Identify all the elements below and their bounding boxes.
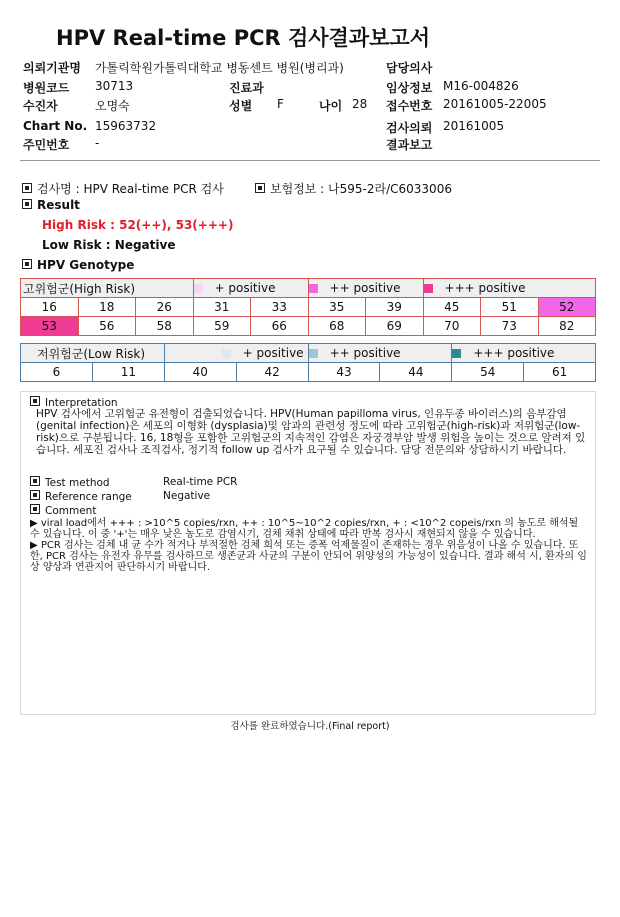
genotype-cell-35: 35 bbox=[308, 298, 366, 317]
hospital-code-value: 30713 bbox=[95, 79, 134, 93]
genotype-cell-69: 69 bbox=[366, 317, 424, 336]
reference-range-label bbox=[30, 490, 132, 503]
low-legend-triple-swatch bbox=[452, 349, 461, 358]
high-risk-label: 고위험군(High Risk) bbox=[21, 279, 194, 298]
comment-viral-load: ▶ viral load에서 +++ : >10^5 copies/rxn, ++ : 10^5~10^2 copies/rxn, + : <10^2 copeis/rxn 의 농도로 해석될 수 있습니다. 이 중 '+'는 매우 낮은 농도로 감염시기, 검체 채취 상태에 따라 반복 검사시 재현되지 않을 수 있습니다. bbox=[30, 518, 579, 540]
reference-range-label-text: Reference range bbox=[45, 491, 132, 503]
legend-plusplus-text: ++ positive bbox=[329, 281, 401, 295]
hospital-code-label: 병원코드 bbox=[23, 81, 70, 95]
genotype-cell-6: 6 bbox=[21, 363, 93, 382]
low-legend-plusplus-swatch bbox=[309, 349, 318, 358]
genotype-cell-16: 16 bbox=[21, 298, 79, 317]
request-label: 검사의뢰 bbox=[386, 121, 433, 135]
dept-label: 진료과 bbox=[229, 81, 264, 95]
legend-triple bbox=[423, 279, 596, 298]
low-legend-positive-swatch bbox=[222, 349, 231, 358]
interpretation-text: HPV 검사에서 고위험군 유전형이 검출되었습니다. HPV(Human papilloma virus, 인유두종 바이러스)의 음부감염(genital infection)은 세포의 이형화 (dysplasia)및 암과의 관련성 정도에 따라 고위험군(high-risk)과 저위험군(low-risk)으로 구분됩니다. 16, 18형을 포함한 고위험군의 지속적인 감염은 자궁경부암 발생 위험을 높이는 것으로 알려져 있습니다. 세포진 검사나 조직검사, 정기적 follow up 검사가 요구될 수 있습니다. 담당 전문의와 상담하시기 바랍니다. bbox=[36, 408, 586, 456]
sex-label: 성별 bbox=[229, 99, 253, 113]
genotype-cell-43: 43 bbox=[308, 363, 380, 382]
genotype-cell-56: 56 bbox=[78, 317, 136, 336]
high-risk-row-2 bbox=[21, 317, 596, 336]
square-bullet-icon bbox=[22, 199, 32, 209]
genotype-cell-33: 33 bbox=[251, 298, 309, 317]
square-bullet-icon bbox=[30, 476, 40, 486]
low-legend-positive-text: + positive bbox=[242, 346, 304, 360]
legend-triple-swatch bbox=[424, 284, 433, 293]
legend-positive-swatch bbox=[194, 284, 203, 293]
request-value: 20161005 bbox=[443, 119, 505, 133]
clinical-label: 임상정보 bbox=[386, 81, 433, 95]
low-legend-triple-text: +++ positive bbox=[473, 346, 555, 360]
report-label: 결과보고 bbox=[386, 138, 433, 152]
legend-plusplus-swatch bbox=[309, 284, 318, 293]
genotype-cell-53: 53 bbox=[21, 317, 79, 336]
report-title: HPV Real-time PCR 검사결과보고서 bbox=[56, 26, 430, 50]
result-heading bbox=[22, 198, 80, 212]
square-bullet-icon bbox=[22, 183, 32, 193]
genotype-cell-18: 18 bbox=[78, 298, 136, 317]
comment-label-text: Comment bbox=[45, 505, 97, 517]
low-legend-positive bbox=[164, 344, 308, 363]
genotype-cell-58: 58 bbox=[136, 317, 194, 336]
genotype-cell-31: 31 bbox=[193, 298, 251, 317]
exam-name-text: 검사명 : HPV Real-time PCR 검사 bbox=[37, 182, 224, 196]
test-method-label bbox=[30, 476, 110, 489]
low-risk-genotype-table bbox=[20, 343, 596, 382]
legend-plusplus bbox=[308, 279, 423, 298]
insurance-info bbox=[255, 180, 452, 197]
genotype-cell-11: 11 bbox=[92, 363, 164, 382]
genotype-cell-51: 51 bbox=[481, 298, 539, 317]
institution-label: 의뢰기관명 bbox=[23, 61, 81, 75]
receipt-value: 20161005-22005 bbox=[443, 97, 547, 111]
doctor-label: 담당의사 bbox=[386, 61, 433, 75]
square-bullet-icon bbox=[255, 183, 265, 193]
genotype-cell-70: 70 bbox=[423, 317, 481, 336]
sex-value: F bbox=[277, 97, 284, 111]
genotype-heading bbox=[22, 258, 134, 272]
low-risk-row bbox=[21, 363, 596, 382]
exam-name bbox=[22, 180, 224, 197]
genotype-cell-42: 42 bbox=[236, 363, 308, 382]
comment-label bbox=[30, 504, 96, 517]
reference-range-value: Negative bbox=[163, 490, 211, 502]
collector-label: 수진자 bbox=[23, 99, 58, 113]
genotype-cell-45: 45 bbox=[423, 298, 481, 317]
genotype-cell-54: 54 bbox=[452, 363, 524, 382]
genotype-cell-68: 68 bbox=[308, 317, 366, 336]
genotype-cell-39: 39 bbox=[366, 298, 424, 317]
id-value: - bbox=[95, 136, 100, 150]
genotype-cell-26: 26 bbox=[136, 298, 194, 317]
genotype-cell-44: 44 bbox=[380, 363, 452, 382]
age-value: 28 bbox=[352, 97, 368, 111]
collector-value: 오명숙 bbox=[95, 99, 130, 113]
comment-pcr-limits: ▶ PCR 검사는 검체 내 균 수가 적거나 부적절한 검체 희석 또는 증폭 억제물질이 존재하는 경우 위음성이 나올 수 있습니다. 또한, PCR 검사는 유전자 유무를 검사하므로 생존균과 사균의 구분이 안되어 위양성의 가능성이 있습니다. 결과 해석 시, 환자의 임상 양상과 연관지어 판단하시기 바랍니다. bbox=[30, 540, 587, 573]
genotype-cell-59: 59 bbox=[193, 317, 251, 336]
genotype-cell-52: 52 bbox=[538, 298, 596, 317]
low-legend-plusplus-text: ++ positive bbox=[329, 346, 401, 360]
high-risk-genotype-table bbox=[20, 278, 596, 336]
square-bullet-icon bbox=[22, 259, 32, 269]
low-legend-plusplus bbox=[308, 344, 452, 363]
chart-no-value: 15963732 bbox=[95, 119, 157, 133]
result-heading-text: Result bbox=[37, 198, 80, 212]
low-legend-triple bbox=[452, 344, 596, 363]
genotype-cell-61: 61 bbox=[524, 363, 596, 382]
low-risk-label: 저위험군(Low Risk) bbox=[21, 344, 165, 363]
high-risk-result: High Risk : 52(++), 53(+++) bbox=[42, 218, 234, 232]
legend-positive bbox=[193, 279, 308, 298]
id-label: 주민번호 bbox=[23, 138, 70, 152]
clinical-value: M16-004826 bbox=[443, 79, 519, 93]
genotype-cell-66: 66 bbox=[251, 317, 309, 336]
square-bullet-icon bbox=[30, 504, 40, 514]
genotype-cell-82: 82 bbox=[538, 317, 596, 336]
low-risk-result: Low Risk : Negative bbox=[42, 238, 176, 252]
final-report-note: 검사를 완료하였습니다.(Final report) bbox=[230, 721, 390, 732]
chart-no-label: Chart No. bbox=[23, 119, 88, 133]
square-bullet-icon bbox=[30, 490, 40, 500]
age-label: 나이 bbox=[319, 99, 343, 113]
header-divider bbox=[20, 160, 600, 161]
high-risk-row-1 bbox=[21, 298, 596, 317]
receipt-label: 접수번호 bbox=[386, 99, 433, 113]
legend-triple-text: +++ positive bbox=[444, 281, 526, 295]
interpretation-heading-text: Interpretation bbox=[45, 397, 118, 409]
institution-value: 가톨릭학원가톨릭대학교 병동센트 병원(병리과) bbox=[95, 61, 344, 75]
genotype-cell-40: 40 bbox=[164, 363, 236, 382]
test-method-value: Real-time PCR bbox=[163, 476, 238, 488]
legend-positive-text: + positive bbox=[214, 281, 276, 295]
square-bullet-icon bbox=[30, 396, 40, 406]
test-method-label-text: Test method bbox=[45, 477, 110, 489]
genotype-cell-73: 73 bbox=[481, 317, 539, 336]
genotype-heading-text: HPV Genotype bbox=[37, 258, 135, 272]
insurance-text: 보험정보 : 나595-2라/C6033006 bbox=[270, 182, 452, 196]
